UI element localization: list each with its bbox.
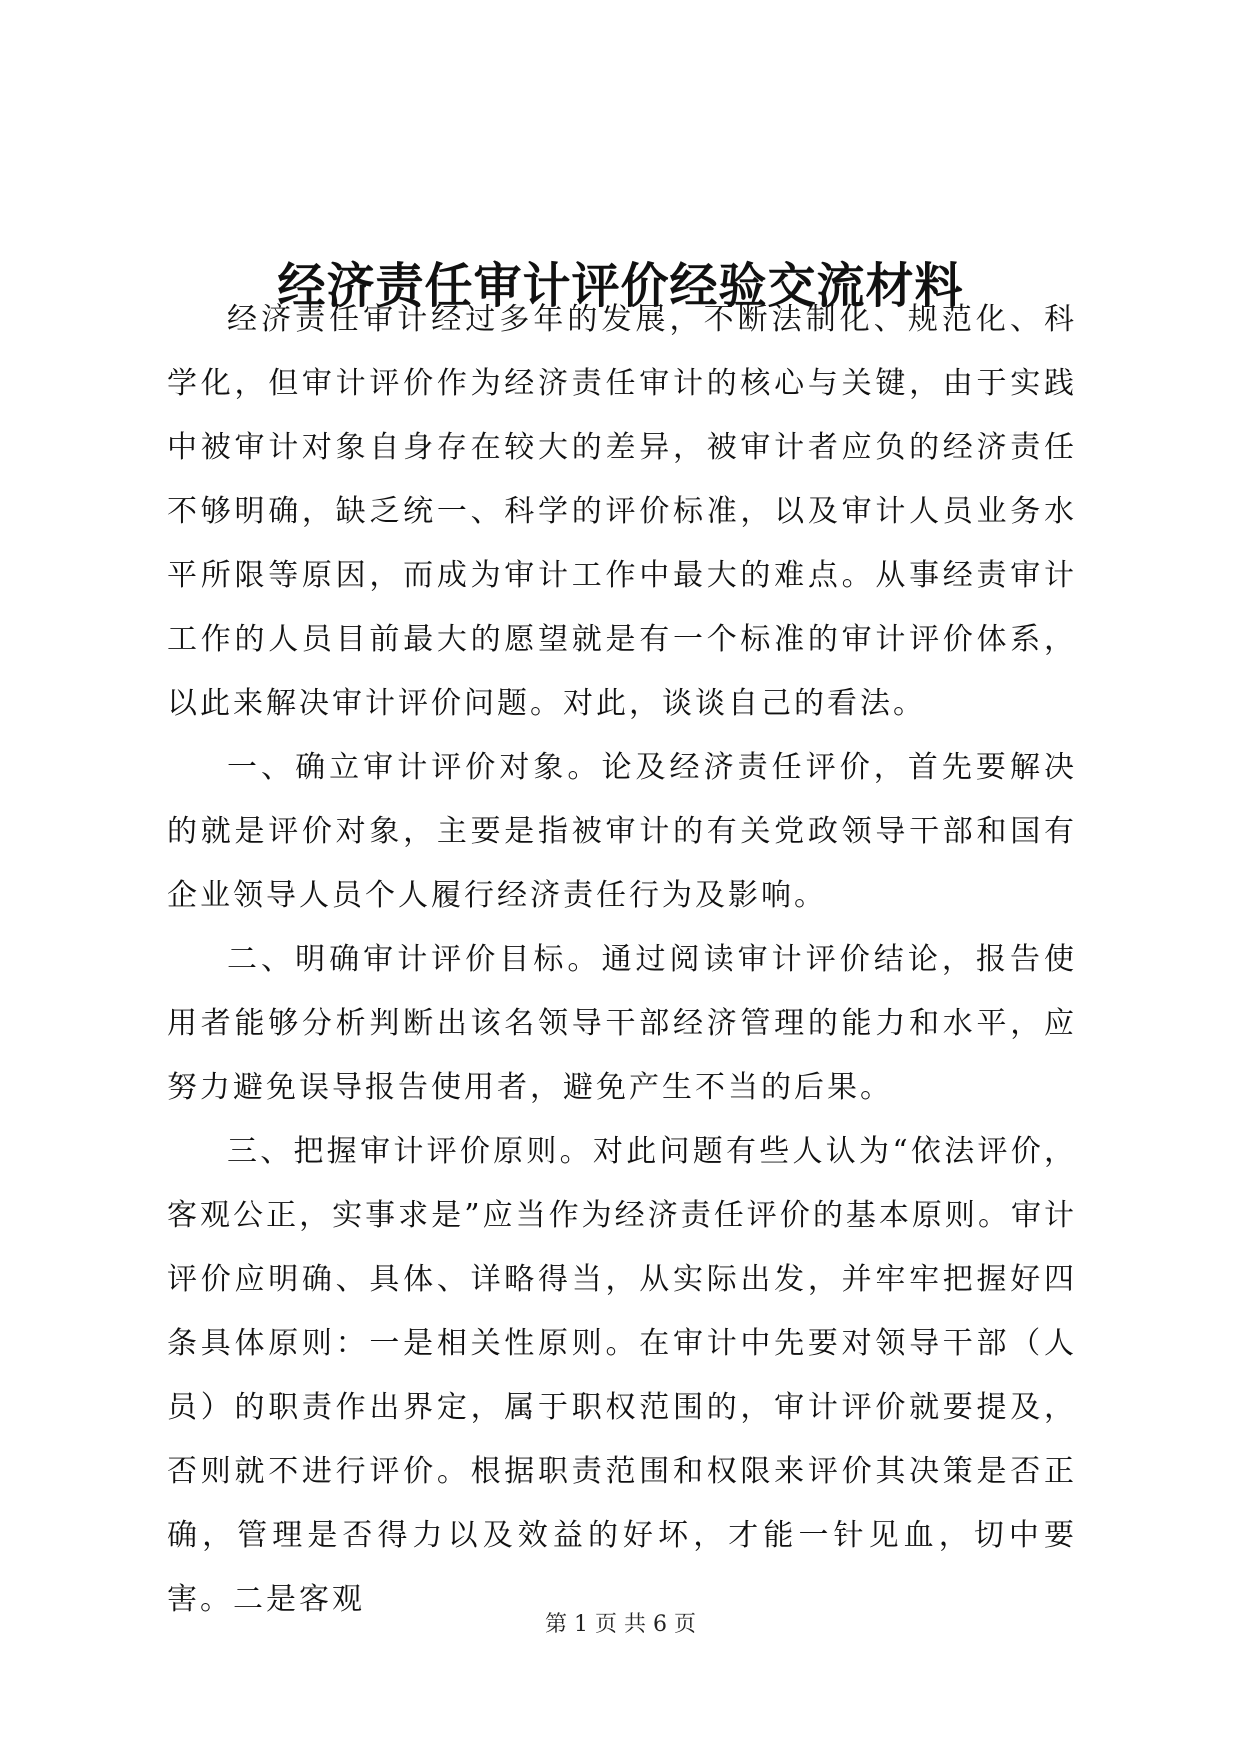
document-title: 经济责任审计评价经验交流材料 xyxy=(277,258,964,315)
page-footer: 第 1 页 共 6 页 xyxy=(545,1612,696,1637)
paragraph-section-1: 一、确立审计评价对象。论及经济责任评价，首先要解决的就是评价对象，主要是指被审计的有关党政领导干部和国有企业领导人员个人履行经济责任行为及影响。 xyxy=(167,750,1077,913)
paragraph-intro: 经济责任审计经过多年的发展，不断法制化、规范化、科学化，但审计评价作为经济责任审计的核心与关键，由于实践中被审计对象自身存在较大的差异，被审计者应负的经济责任不够明确，缺乏统一、科学的评价标准，以及审计人员业务水平所限等原因，而成为审计工作中最大的难点。从事经责审计工作的人员目前最大的愿望就是有一个标准的审计评价体系，以此来解决审计评价问题。对此，谈谈自己的看法。 xyxy=(167,302,1077,721)
paragraph-section-2: 二、明确审计评价目标。通过阅读审计评价结论，报告使用者能够分析判断出该名领导干部经济管理的能力和水平，应努力避免误导报告使用者，避免产生不当的后果。 xyxy=(167,942,1077,1105)
document-body xyxy=(167,288,1077,1632)
paragraph-section-3: 三、把握审计评价原则。对此问题有些人认为“依法评价，客观公正，实事求是”应当作为经济责任评价的基本原则。审计评价应明确、具体、详略得当，从实际出发，并牢牢把握好四条具体原则：一是相关性原则。在审计中先要对领导干部（人员）的职责作出界定，属于职权范围的，审计评价就要提及，否则就不进行评价。根据职责范围和权限来评价其决策是否正确，管理是否得力以及效益的好坏，才能一针见血，切中要害。二是客观 xyxy=(167,1134,1077,1617)
